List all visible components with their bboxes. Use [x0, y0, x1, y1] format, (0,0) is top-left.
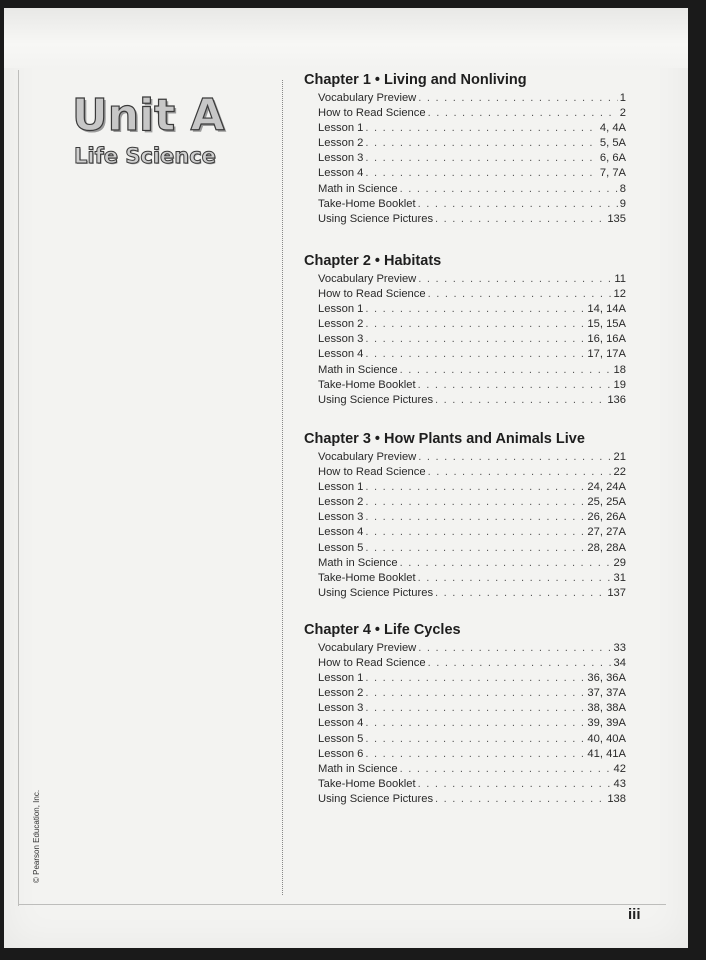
entry-label: Using Science Pictures	[318, 393, 434, 406]
toc-entry	[318, 556, 626, 571]
dot-leader	[365, 541, 585, 556]
entry-page: 27, 27A	[587, 526, 626, 539]
toc-entry	[318, 701, 626, 716]
toc-entry	[318, 716, 626, 731]
dot-leader	[365, 716, 585, 731]
dot-leader	[418, 777, 612, 792]
dot-leader	[365, 480, 585, 495]
entry-page: 34	[613, 657, 626, 670]
entry-label: Using Science Pictures	[318, 792, 434, 805]
entry-label: How to Read Science	[318, 466, 426, 479]
entry-page: 33	[613, 642, 626, 654]
entry-label: Using Science Pictures	[318, 586, 434, 599]
toc-entry	[318, 541, 626, 556]
dot-leader	[365, 332, 585, 347]
entry-label: Lesson 3	[318, 511, 364, 524]
dot-leader	[418, 641, 611, 656]
entry-page: 18	[613, 363, 626, 376]
toc-entry	[318, 166, 626, 181]
toc-entry	[318, 495, 626, 510]
entry-page: 11	[614, 273, 626, 285]
entry-page: 29	[613, 556, 626, 569]
entry-page: 40, 40A	[587, 732, 626, 745]
toc-entry	[318, 182, 626, 197]
entry-label: Math in Science	[318, 556, 398, 569]
entry-page: 31	[613, 571, 626, 584]
chapter-3-section	[304, 429, 626, 601]
entry-label: Lesson 3	[318, 702, 364, 715]
chapter-heading: Chapter 4 • Life Cycles	[304, 622, 461, 638]
dot-leader	[400, 182, 618, 197]
entry-label: Take-Home Booklet	[318, 197, 416, 210]
entry-label: Lesson 2	[318, 496, 364, 509]
toc-entry	[318, 671, 626, 686]
entry-page: 41, 41A	[587, 747, 626, 760]
entry-label: Math in Science	[318, 182, 398, 195]
entry-page: 14, 14A	[587, 303, 626, 316]
entry-page: 6, 6A	[599, 152, 626, 165]
entry-label: Lesson 4	[318, 348, 364, 361]
dot-leader	[365, 747, 585, 762]
entry-label: Vocabulary Preview	[318, 642, 417, 654]
entry-label: Math in Science	[318, 762, 398, 775]
entry-label: Math in Science	[318, 363, 398, 376]
entry-label: How to Read Science	[318, 657, 426, 670]
dot-leader	[365, 686, 585, 701]
toc-entry	[318, 762, 626, 777]
dot-leader	[365, 317, 585, 332]
entry-label: Lesson 3	[318, 333, 364, 346]
dot-leader	[435, 212, 605, 227]
entry-page: 42	[613, 762, 626, 775]
toc-entry	[318, 450, 626, 465]
chapter-heading: Chapter 1 • Living and Nonliving	[304, 72, 527, 88]
toc-entry	[318, 197, 626, 212]
dot-leader	[428, 656, 612, 671]
toc-entry	[318, 106, 626, 121]
entry-label: Lesson 6	[318, 747, 364, 760]
toc-entry	[318, 586, 626, 601]
entry-label: Lesson 1	[318, 672, 364, 685]
toc-entry	[318, 332, 626, 347]
dot-leader	[365, 525, 585, 540]
entry-page: 36, 36A	[587, 672, 626, 685]
chapter-entries	[304, 91, 626, 227]
entry-page: 1	[619, 92, 626, 104]
chapter-entries	[304, 641, 626, 807]
entry-label: Vocabulary Preview	[318, 451, 417, 463]
toc-entry	[318, 747, 626, 762]
dot-leader	[400, 762, 612, 777]
dot-leader	[428, 287, 612, 302]
entry-label: Lesson 2	[318, 687, 364, 700]
toc-entry	[318, 121, 626, 136]
entry-page: 7, 7A	[599, 167, 626, 180]
entry-label: Take-Home Booklet	[318, 571, 416, 584]
entry-page: 39, 39A	[587, 717, 626, 730]
dot-leader	[428, 106, 618, 121]
chapter-2-section	[304, 251, 626, 408]
toc-entry	[318, 151, 626, 166]
unit-title: Unit A	[72, 90, 225, 141]
chapter-1-section	[304, 70, 626, 227]
unit-subtitle: Life Science	[74, 144, 216, 168]
toc-entry	[318, 317, 626, 332]
dot-leader	[418, 197, 618, 212]
entry-page: 17, 17A	[587, 348, 626, 361]
entry-page: 37, 37A	[587, 687, 626, 700]
entry-page: 43	[613, 777, 626, 790]
toc-entry	[318, 272, 626, 287]
toc-entry	[318, 641, 626, 656]
toc-entry	[318, 91, 626, 106]
entry-page: 137	[607, 586, 626, 599]
dot-leader	[418, 450, 611, 465]
dot-leader	[418, 571, 612, 586]
entry-page: 4, 4A	[599, 122, 626, 135]
entry-label: Take-Home Booklet	[318, 777, 416, 790]
chapter-heading: Chapter 2 • Habitats	[304, 253, 442, 269]
dot-leader	[365, 671, 585, 686]
dot-leader	[400, 363, 612, 378]
chapter-4-section	[304, 620, 626, 807]
entry-label: Lesson 1	[318, 481, 364, 494]
dot-leader	[428, 465, 612, 480]
toc-entry	[318, 465, 626, 480]
chapter-entries	[304, 450, 626, 601]
dot-leader	[435, 586, 605, 601]
entry-page: 8	[619, 182, 626, 195]
entry-page: 21	[613, 451, 626, 463]
entry-label: Lesson 1	[318, 122, 364, 135]
book-page	[4, 8, 688, 948]
entry-label: Using Science Pictures	[318, 212, 434, 225]
entry-page: 2	[619, 107, 626, 120]
entry-label: Lesson 5	[318, 541, 364, 554]
dot-leader	[365, 166, 597, 181]
dot-leader	[365, 302, 585, 317]
entry-page: 12	[613, 288, 626, 301]
dot-leader	[418, 272, 612, 287]
entry-page: 136	[607, 393, 626, 406]
entry-page: 25, 25A	[587, 496, 626, 509]
toc-entry	[318, 480, 626, 495]
dot-leader	[365, 151, 597, 166]
entry-label: Lesson 4	[318, 167, 364, 180]
entry-label: Vocabulary Preview	[318, 273, 417, 285]
dot-leader	[435, 792, 605, 807]
left-margin-rule	[18, 70, 19, 906]
entry-label: Lesson 5	[318, 732, 364, 745]
toc-entry	[318, 525, 626, 540]
entry-label: Lesson 3	[318, 152, 364, 165]
entry-page: 22	[613, 466, 626, 479]
entry-page: 15, 15A	[587, 318, 626, 331]
entry-page: 24, 24A	[587, 481, 626, 494]
page-number: iii	[628, 906, 641, 923]
dot-leader	[365, 347, 585, 362]
entry-label: How to Read Science	[318, 288, 426, 301]
entry-label: Lesson 1	[318, 303, 364, 316]
toc-entry	[318, 347, 626, 362]
copyright-notice: © Pearson Education, Inc.	[32, 789, 41, 883]
toc-entry	[318, 287, 626, 302]
dot-leader	[418, 378, 612, 393]
toc-entry	[318, 656, 626, 671]
entry-page: 38, 38A	[587, 702, 626, 715]
toc-entry	[318, 378, 626, 393]
toc-entry	[318, 792, 626, 807]
dot-leader	[435, 393, 605, 408]
entry-page: 5, 5A	[599, 137, 626, 150]
dot-leader	[365, 495, 585, 510]
dot-leader	[365, 121, 597, 136]
entry-label: Lesson 4	[318, 526, 364, 539]
toc-entry	[318, 571, 626, 586]
chapter-entries	[304, 272, 626, 408]
entry-page: 28, 28A	[587, 541, 626, 554]
entry-label: How to Read Science	[318, 107, 426, 120]
entry-page: 26, 26A	[587, 511, 626, 524]
toc-entry	[318, 732, 626, 747]
entry-label: Lesson 4	[318, 717, 364, 730]
dot-leader	[365, 510, 585, 525]
entry-page: 19	[613, 378, 626, 391]
toc-entry	[318, 686, 626, 701]
dot-leader	[365, 701, 585, 716]
toc-entry	[318, 510, 626, 525]
dot-leader	[400, 556, 612, 571]
entry-label: Lesson 2	[318, 137, 364, 150]
entry-label: Lesson 2	[318, 318, 364, 331]
entry-page: 16, 16A	[587, 333, 626, 346]
entry-page: 138	[607, 792, 626, 805]
entry-page: 9	[619, 197, 626, 210]
toc-entry	[318, 393, 626, 408]
toc-entry	[318, 136, 626, 151]
dot-leader	[418, 91, 618, 106]
chapter-heading: Chapter 3 • How Plants and Animals Live	[304, 431, 585, 447]
entry-label: Take-Home Booklet	[318, 378, 416, 391]
toc-entry	[318, 363, 626, 378]
toc-entry	[318, 212, 626, 227]
toc-entry	[318, 777, 626, 792]
entry-label: Vocabulary Preview	[318, 92, 417, 104]
dot-leader	[365, 136, 597, 151]
dot-leader	[365, 732, 585, 747]
entry-page: 135	[607, 212, 626, 225]
column-divider	[282, 80, 283, 895]
page-curl-shadow	[4, 8, 688, 68]
toc-entry	[318, 302, 626, 317]
bottom-margin-rule	[18, 904, 666, 905]
